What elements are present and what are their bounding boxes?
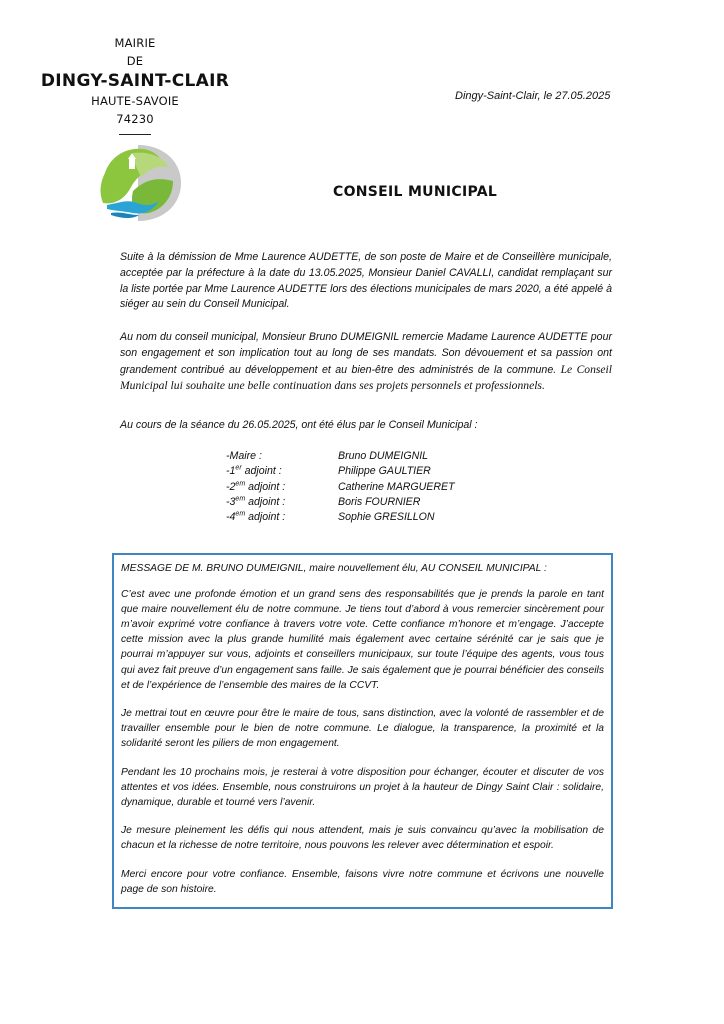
elected-name: Catherine MARGUERET bbox=[338, 480, 455, 493]
page-title: CONSEIL MUNICIPAL bbox=[333, 184, 498, 200]
elected-list bbox=[226, 449, 455, 525]
elected-row bbox=[226, 464, 455, 479]
elected-name: Boris FOURNIER bbox=[338, 495, 421, 508]
mayor-message-heading: MESSAGE DE M. BRUNO DUMEIGNIL, maire nouvellement élu, AU CONSEIL MUNICIPAL : bbox=[121, 563, 547, 574]
letterhead-line-de: DE bbox=[126, 54, 144, 68]
commune-logo-icon bbox=[93, 143, 183, 223]
thanks-paragraph bbox=[120, 330, 612, 395]
letter-date: Dingy-Saint-Clair, le 27.05.2025 bbox=[455, 90, 611, 102]
elected-row bbox=[226, 495, 455, 510]
mayor-message-paragraph: Merci encore pour votre confiance. Ensemble, faisons vivre notre commune et écrivons une nouvelle page de son histoire. bbox=[121, 868, 604, 895]
mayor-message-paragraph: C’est avec une profonde émotion et un grand sens des responsabilités que je prends la parole en tant que maire nouvellement élu de notre commune. Je tiens tout d’abord à vous remercier sincèrement pour m’avoir exprimé votre confiance à travers votre vote. Cette confiance m’honore et m’engage. J’accepte cette mission avec la plus grande humilité mais également avec certaine sérénité car je sais que je pourrai m’appuyer sur vous, adjoints et conseillers municipaux, sur toute l’équipe des agents, vous tous qui avez fait preuve d’un engagement sans faille. Je sais également que je pourrai bénéficier des conseils et de l’expérience de l’ensemble des maires de la CCVT. bbox=[121, 589, 604, 691]
letterhead-line-mairie: MAIRIE bbox=[114, 36, 156, 50]
elected-role: -1er adjoint : bbox=[226, 464, 282, 478]
letterhead bbox=[40, 34, 230, 135]
mayor-message-paragraph: Je mettrai tout en œuvre pour être le maire de tous, sans distinction, avec la volonté de rassembler et de travailler ensemble pour le bien de notre commune. Le dialogue, la transparence, la proximité et la solidarité seront les piliers de mon engagement. bbox=[121, 708, 604, 750]
elected-role: $-3^{em}$ adjoint : bbox=[226, 495, 286, 508]
elected-role: $-2^{em}$ adjoint : bbox=[226, 480, 286, 493]
elected-name: Bruno DUMEIGNIL bbox=[338, 450, 429, 462]
elected-row bbox=[226, 449, 455, 464]
mayor-message-box bbox=[112, 553, 613, 909]
elected-name: Sophie GRESILLON bbox=[338, 511, 435, 524]
elected-row bbox=[226, 510, 455, 525]
postcode: 74230 bbox=[116, 112, 154, 126]
letterhead-divider bbox=[119, 134, 151, 135]
resignation-paragraph: Suite à la démission de Mme Laurence AUDETTE, de son poste de Maire et de Conseillère municipale, acceptée par la préfecture à la date du 13.05.2025, Monsieur Daniel CAVALLI, candidat remplaçant sur la liste portée par Mme Laurence AUDETTE lors des élections municipales de mars 2020, a été appelé à siéger au sein du Conseil Municipal. bbox=[120, 251, 612, 311]
elected-name: Philippe GAULTIER bbox=[338, 465, 431, 478]
election-intro: Au cours de la séance du 26.05.2025, ont été élus par le Conseil Municipal : bbox=[120, 419, 478, 431]
elected-role: -Maire : bbox=[226, 450, 262, 462]
elected-row bbox=[226, 480, 455, 495]
elected-role: $-4^{em}$ adjoint : bbox=[226, 510, 286, 524]
mayor-message-paragraph: Pendant les 10 prochains mois, je resterai à votre disposition pour échanger, écouter et discuter de vos attentes et vos idées. Ensemble, nous construirons un projet à la hauteur de Dingy Saint Clair : solidaire, dynamique, durable et tourné vers l’avenir. bbox=[121, 766, 604, 808]
mayor-message-paragraph: Je mesure pleinement les défis qui nous attendent, mais je suis convaincu qu’avec la mobilisation de chacun et la richesse de notre territoire, nous pouvons les relever avec détermination et espoir. bbox=[121, 825, 604, 852]
department-name: HAUTE-SAVOIE bbox=[91, 94, 179, 108]
thanks-paragraph-wish: Le Conseil Municipal lui souhaite une belle continuation dans ses projets personnels et professionnels. bbox=[120, 362, 612, 393]
thanks-paragraph-text: Au nom du conseil municipal, Monsieur Bruno DUMEIGNIL remercie Madame Laurence AUDETTE pour son engagement et son implication tout au long de ses mandats. Son dévouement et sa passion ont grandement contribué au développement et au bien-être des administrés de la commune. bbox=[120, 331, 612, 376]
commune-name: DINGY-SAINT-CLAIR bbox=[40, 71, 230, 91]
